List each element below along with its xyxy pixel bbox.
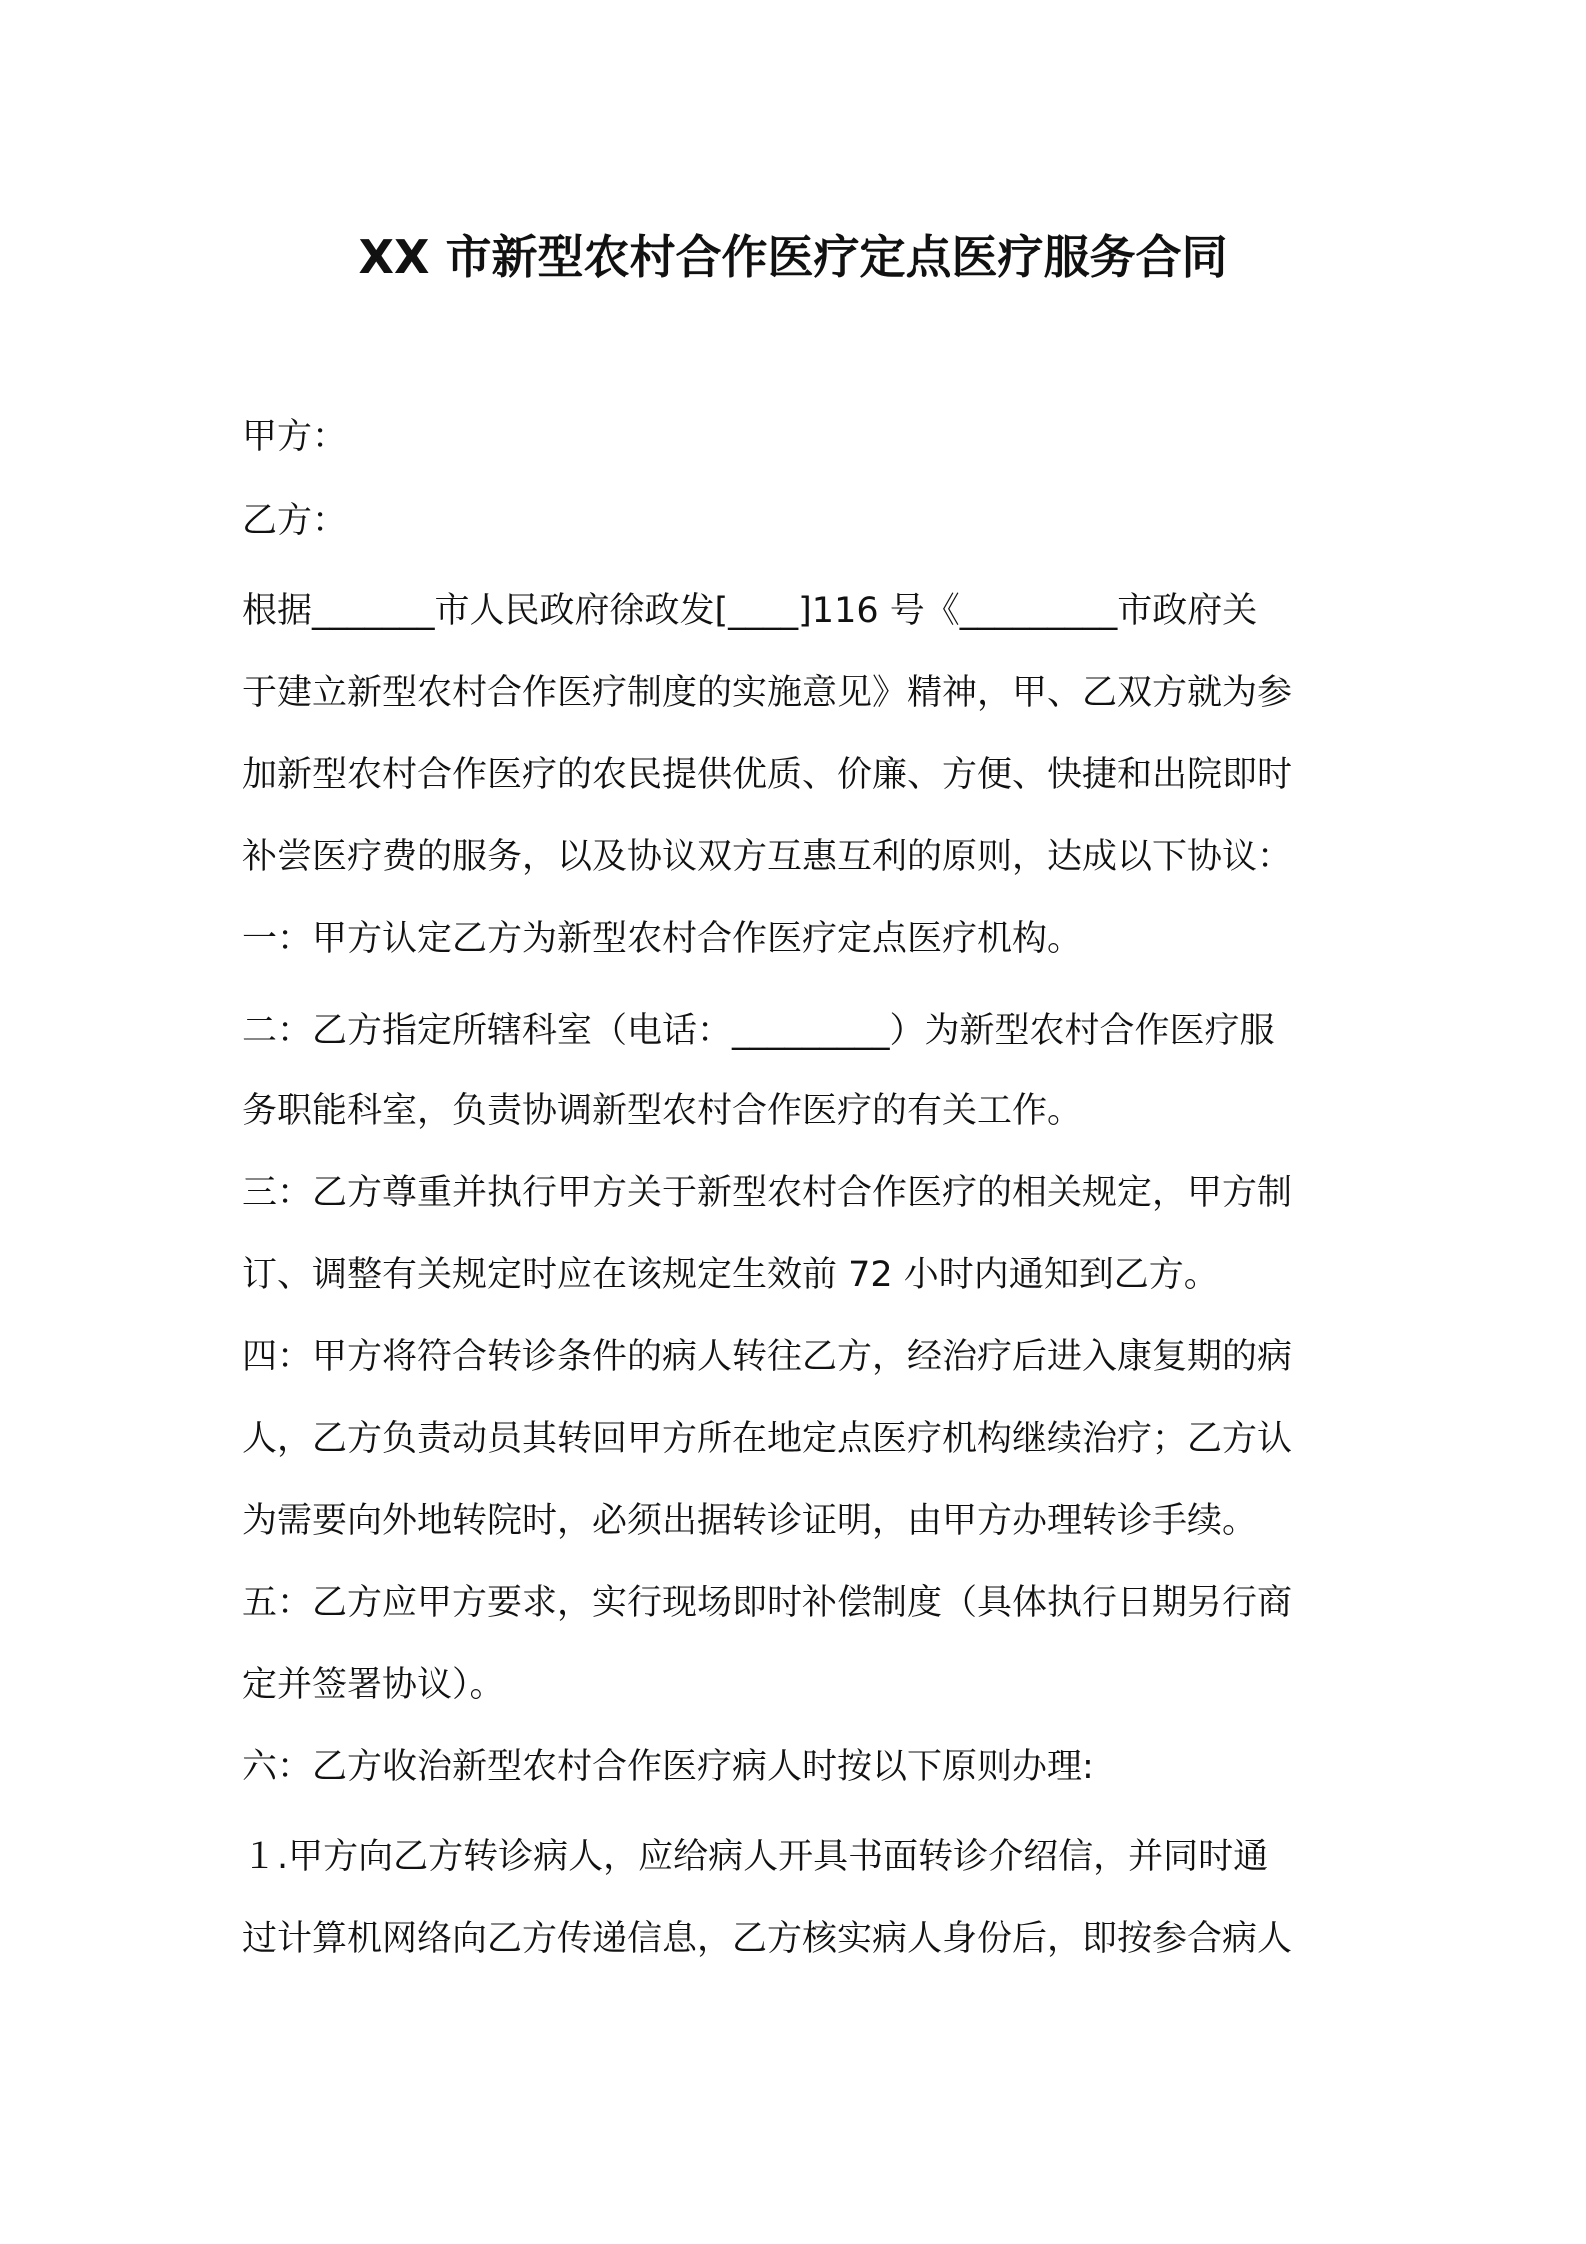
clause-4-line-3: 为需要向外地转院时，必须出据转诊证明，由甲方办理转诊手续。 [242, 1501, 1258, 1541]
document-title: XX 市新型农村合作医疗定点医疗服务合同 [358, 230, 1228, 284]
clause-2-line-1: 二：乙方指定所辖科室（电话：_________）为新型农村合作医疗服 [242, 1011, 1275, 1051]
clause-6-line-1: 六：乙方收治新型农村合作医疗病人时按以下原则办理: [242, 1747, 1094, 1787]
preamble-line-1: 根据_______市人民政府徐政发[____]116 号《_________市政府关 [242, 591, 1258, 631]
preamble-line-4: 补尝医疗费的服务，以及协议双方互惠互利的原则，达成以下协议： [242, 837, 1293, 877]
clause-1-line-1: 一：甲方认定乙方为新型农村合作医疗定点医疗机构。 [242, 919, 1083, 959]
clause-5-line-1: 五：乙方应甲方要求，实行现场即时补偿制度（具体执行日期另行商 [242, 1583, 1293, 1623]
clause-3-line-1: 三：乙方尊重并执行甲方关于新型农村合作医疗的相关规定，甲方制 [242, 1173, 1293, 1213]
preamble-line-3: 加新型农村合作医疗的农民提供优质、价廉、方便、快捷和出院即时 [242, 755, 1293, 795]
clause-4-line-2: 人，乙方负责动员其转回甲方所在地定点医疗机构继续治疗；乙方认 [242, 1419, 1293, 1459]
clause-6-item-1-line-2: 过计算机网络向乙方传递信息，乙方核实病人身份后，即按参合病人 [242, 1919, 1293, 1959]
party-b-line: 乙方： [242, 501, 348, 541]
clause-2-line-2: 务职能科室，负责协调新型农村合作医疗的有关工作。 [242, 1091, 1083, 1131]
preamble-line-2: 于建立新型农村合作医疗制度的实施意见》精神，甲、乙双方就为参 [242, 673, 1293, 713]
party-a-line: 甲方： [242, 417, 348, 457]
clause-6-item-1-line-1: １.甲方向乙方转诊病人，应给病人开具书面转诊介绍信，并同时通 [242, 1837, 1269, 1877]
clause-5-line-2: 定并签署协议）。 [242, 1665, 505, 1705]
clause-4-line-1: 四：甲方将符合转诊条件的病人转往乙方，经治疗后进入康复期的病 [242, 1337, 1293, 1377]
clause-3-line-2: 订、调整有关规定时应在该规定生效前 72 小时内通知到乙方。 [242, 1255, 1219, 1295]
